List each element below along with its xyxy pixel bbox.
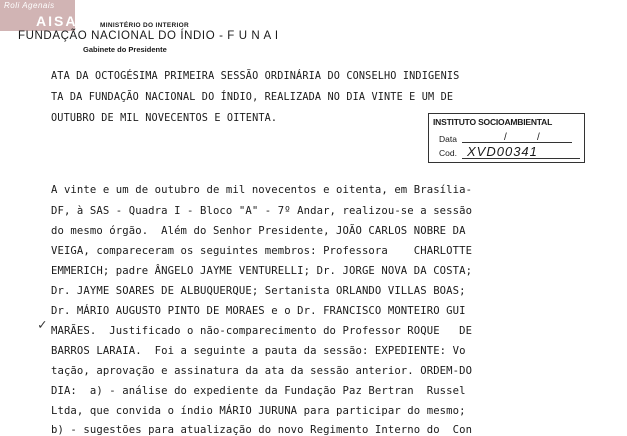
stamp-date-line — [462, 142, 572, 143]
title-line: OUTUBRO DE MIL NOVECENTOS E OITENTA. — [51, 113, 278, 124]
body-line: tação, aprovação e assinatura da ata da sessão anterior. ORDEM-DO — [51, 365, 473, 377]
body-line: Dr. JAYME SOARES DE ALBUQUERQUE; Sertanista ORLANDO VILLAS BOAS; — [51, 285, 466, 297]
body-line: DF, à SAS - Quadra I - Bloco "A" - 7º Andar, realizou-se a sessão — [51, 205, 473, 217]
body-line: DIA: a) - análise do expediente da Fundação Paz Bertran Russel — [51, 385, 466, 397]
margin-check-mark: ✓ — [38, 317, 47, 333]
watermark-text: Roli Agenais — [4, 1, 55, 10]
watermark-logo-text: AISA — [36, 13, 78, 29]
body-line: A vinte e um de outubro de mil novecentos e oitenta, em Brasília- — [51, 184, 473, 196]
body-line: b) - sugestões para atualização do novo Regimento Interno do Con — [51, 424, 473, 436]
body-line: EMMERICH; padre ÂNGELO JAYME VENTURELLI; Dr. JORGE NOVA DA COSTA; — [51, 265, 473, 277]
stamp-header: INSTITUTO SOCIOAMBIENTAL — [433, 117, 553, 127]
body-line: VEIGA, compareceram os seguintes membros: Professora CHARLOTTE — [51, 245, 473, 257]
title-line: TA DA FUNDAÇÃO NACIONAL DO ÍNDIO, REALIZADA NO DIA VINTE E UM DE — [51, 92, 454, 103]
body-line: Dr. MÁRIO AUGUSTO PINTO DE MORAES e o Dr. FRANCISCO MONTEIRO GUI — [51, 305, 466, 317]
archive-stamp — [428, 113, 585, 163]
body-line: MARÃES. Justificado o não-comparecimento do Professor ROQUE DE — [51, 325, 473, 337]
agency-watermark — [0, 0, 78, 31]
foundation-name: FUNDAÇÃO NACIONAL DO ÍNDIO - F U N A I — [18, 30, 279, 42]
stamp-date-label: Data — [439, 134, 457, 144]
stamp-code-line — [462, 158, 580, 159]
ministry-name: MINISTÉRIO DO INTERIOR — [100, 22, 189, 29]
body-line: BARROS LARAIA. Foi a seguinte a pauta da sessão: EXPEDIENTE: Vo — [51, 345, 466, 357]
body-line: Ltda, que convida o índio MÁRIO JURUNA para participar do mesmo; — [51, 405, 466, 417]
office-name: Gabinete do Presidente — [83, 45, 167, 54]
stamp-code-value: XVD00341 — [467, 144, 538, 159]
title-line: ATA DA OCTOGÉSIMA PRIMEIRA SESSÃO ORDINÁRIA DO CONSELHO INDIGENIS — [51, 71, 460, 82]
body-line: do mesmo órgão. Além do Senhor Presidente, JOÃO CARLOS NOBRE DA — [51, 225, 466, 237]
date-slash-mark: / — [537, 132, 540, 143]
stamp-code-label: Cod. — [439, 148, 457, 158]
date-slash-mark: / — [504, 132, 507, 143]
